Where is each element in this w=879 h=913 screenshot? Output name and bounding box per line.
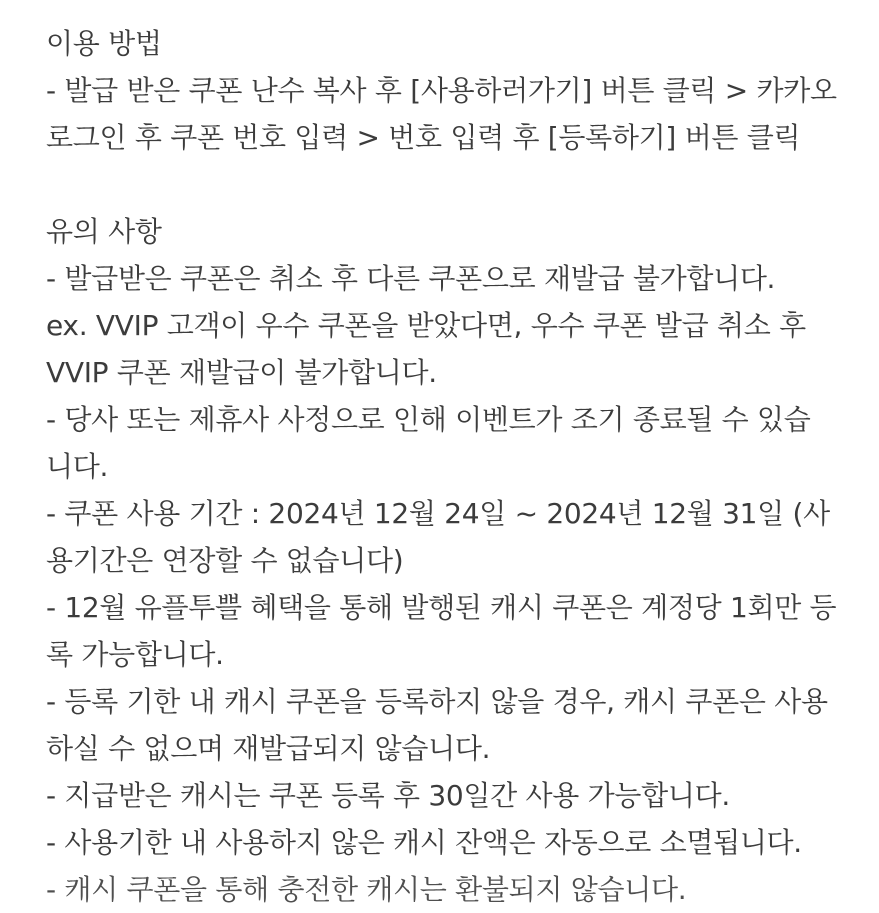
notes-line: - 지급받은 캐시는 쿠폰 등록 후 30일간 사용 가능합니다. <box>46 779 730 812</box>
notes-line-cut-off: - 캐시 쿠폰을 통해 충전한 캐시는 환불되지 않습니다. <box>46 873 687 906</box>
notes-line: 용기간은 연장할 수 없습니다) <box>46 544 404 577</box>
notes-line: 니다. <box>46 450 109 483</box>
notes-line: - 12월 유플투쁠 혜택을 통해 발행된 캐시 쿠폰은 계정당 1회만 등 <box>46 591 837 624</box>
notes-line: - 당사 또는 제휴사 사정으로 인해 이벤트가 조기 종료될 수 있습 <box>46 403 811 436</box>
notes-line: - 사용기한 내 사용하지 않은 캐시 잔액은 자동으로 소멸됩니다. <box>46 826 802 859</box>
notes-line: 하실 수 없으며 재발급되지 않습니다. <box>46 732 491 765</box>
notes-line: ex. VVIP 고객이 우수 쿠폰을 받았다면, 우수 쿠폰 발급 취소 후 <box>46 309 806 342</box>
paragraph-spacer <box>46 161 833 208</box>
notes-heading: 유의 사항 <box>46 215 162 248</box>
notes-line: - 쿠폰 사용 기간 : 2024년 12월 24일 ~ 2024년 12월 31일 (사 <box>46 497 830 530</box>
notes-line: VVIP 쿠폰 재발급이 불가합니다. <box>46 356 437 389</box>
notes-line: 록 가능합니다. <box>46 638 224 671</box>
usage-heading: 이용 방법 <box>46 27 162 60</box>
notes-line: - 등록 기한 내 캐시 쿠폰을 등록하지 않을 경우, 캐시 쿠폰은 사용 <box>46 685 828 718</box>
notes-line: - 발급받은 쿠폰은 취소 후 다른 쿠폰으로 재발급 불가합니다. <box>46 262 776 295</box>
usage-line: - 발급 받은 쿠폰 난수 복사 후 [사용하러가기] 버튼 클릭 > 카카오 <box>46 74 837 107</box>
usage-line: 로그인 후 쿠폰 번호 입력 > 번호 입력 후 [등록하기] 버튼 클릭 <box>46 121 801 154</box>
